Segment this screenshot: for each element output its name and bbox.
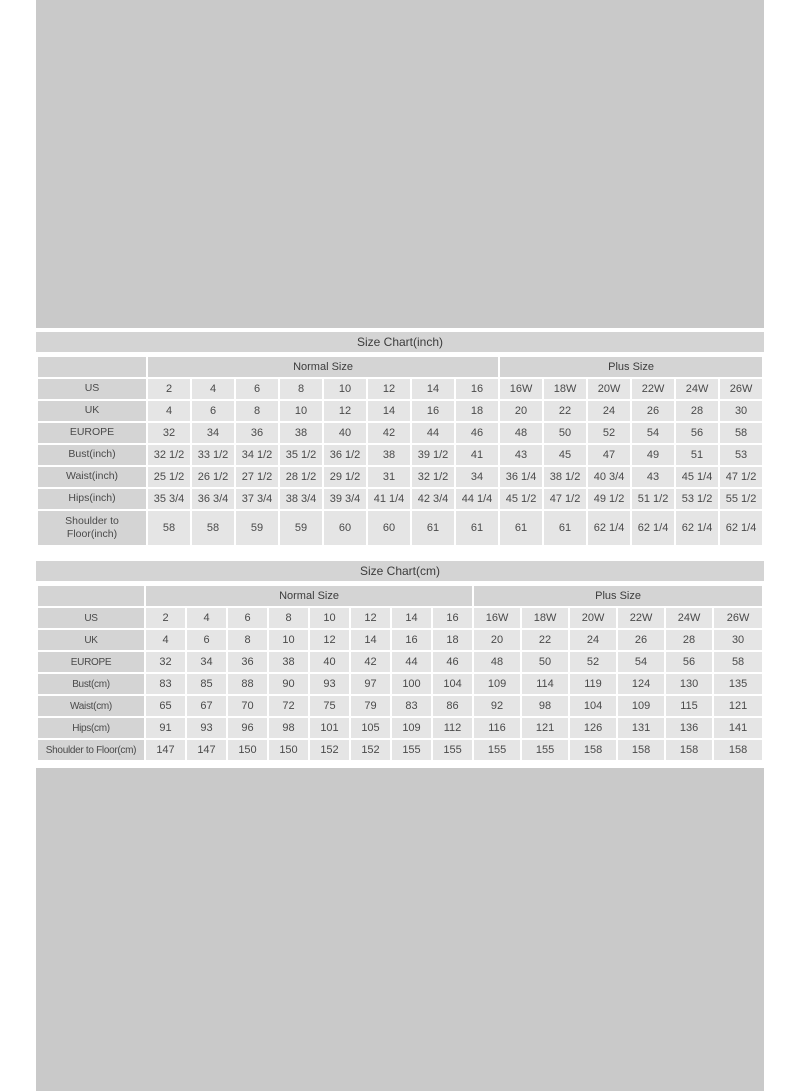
value-cell: 136	[666, 718, 712, 738]
value-cell: 46	[456, 423, 498, 443]
value-cell: 90	[269, 674, 308, 694]
value-cell: 67	[187, 696, 226, 716]
value-cell: 40	[324, 423, 366, 443]
value-cell: 37 3/4	[236, 489, 278, 509]
row-label: EUROPE	[38, 652, 144, 672]
value-cell: 60	[324, 511, 366, 545]
value-cell: 16	[412, 401, 454, 421]
bottom-spacer	[36, 768, 764, 1091]
value-cell: 44	[392, 652, 431, 672]
value-cell: 26W	[720, 379, 762, 399]
value-cell: 14	[392, 608, 431, 628]
value-cell: 104	[433, 674, 472, 694]
value-cell: 52	[570, 652, 616, 672]
value-cell: 10	[310, 608, 349, 628]
value-cell: 42	[351, 652, 390, 672]
table-row	[38, 423, 762, 443]
table-row	[38, 674, 762, 694]
value-cell: 4	[146, 630, 185, 650]
value-cell: 58	[192, 511, 234, 545]
value-cell: 48	[474, 652, 520, 672]
value-cell: 6	[192, 401, 234, 421]
table-row	[38, 608, 762, 628]
value-cell: 8	[228, 630, 267, 650]
value-cell: 36	[236, 423, 278, 443]
value-cell: 97	[351, 674, 390, 694]
value-cell: 147	[187, 740, 226, 760]
value-cell: 44	[412, 423, 454, 443]
value-cell: 150	[269, 740, 308, 760]
table-row	[38, 489, 762, 509]
value-cell: 26 1/2	[192, 467, 234, 487]
value-cell: 20	[474, 630, 520, 650]
value-cell: 6	[228, 608, 267, 628]
value-cell: 18W	[544, 379, 586, 399]
value-cell: 72	[269, 696, 308, 716]
value-cell: 41 1/4	[368, 489, 410, 509]
value-cell: 44 1/4	[456, 489, 498, 509]
value-cell: 141	[714, 718, 762, 738]
value-cell: 16W	[474, 608, 520, 628]
value-cell: 14	[412, 379, 454, 399]
value-cell: 31	[368, 467, 410, 487]
value-cell: 26W	[714, 608, 762, 628]
value-cell: 62 1/4	[676, 511, 718, 545]
value-cell: 109	[392, 718, 431, 738]
value-cell: 34	[456, 467, 498, 487]
row-label: Waist(inch)	[38, 467, 146, 487]
value-cell: 12	[351, 608, 390, 628]
value-cell: 55 1/2	[720, 489, 762, 509]
value-cell: 119	[570, 674, 616, 694]
value-cell: 32	[148, 423, 190, 443]
value-cell: 121	[522, 718, 568, 738]
value-cell: 47 1/2	[544, 489, 586, 509]
value-cell: 30	[720, 401, 762, 421]
value-cell: 4	[187, 608, 226, 628]
value-cell: 135	[714, 674, 762, 694]
value-cell: 47	[588, 445, 630, 465]
row-label: Bust(inch)	[38, 445, 146, 465]
value-cell: 38 3/4	[280, 489, 322, 509]
value-cell: 116	[474, 718, 520, 738]
value-cell: 16	[392, 630, 431, 650]
row-label: US	[38, 379, 146, 399]
value-cell: 35 3/4	[148, 489, 190, 509]
value-cell: 24	[588, 401, 630, 421]
value-cell: 24	[570, 630, 616, 650]
value-cell: 85	[187, 674, 226, 694]
value-cell: 43	[500, 445, 542, 465]
value-cell: 62 1/4	[632, 511, 674, 545]
column-group-header: Plus Size	[500, 357, 762, 377]
row-label: US	[38, 608, 144, 628]
value-cell: 58	[148, 511, 190, 545]
value-cell: 20	[500, 401, 542, 421]
value-cell: 121	[714, 696, 762, 716]
value-cell: 48	[500, 423, 542, 443]
column-group-header: Normal Size	[146, 586, 472, 606]
value-cell: 22	[522, 630, 568, 650]
value-cell: 24W	[666, 608, 712, 628]
value-cell: 101	[310, 718, 349, 738]
tables-band	[36, 328, 764, 768]
value-cell: 155	[474, 740, 520, 760]
value-cell: 152	[351, 740, 390, 760]
value-cell: 39 3/4	[324, 489, 366, 509]
value-cell: 43	[632, 467, 674, 487]
value-cell: 8	[236, 401, 278, 421]
value-cell: 40 3/4	[588, 467, 630, 487]
value-cell: 27 1/2	[236, 467, 278, 487]
table-row	[38, 696, 762, 716]
value-cell: 75	[310, 696, 349, 716]
size-chart-inch-table	[36, 355, 764, 547]
value-cell: 25 1/2	[148, 467, 190, 487]
value-cell: 8	[269, 608, 308, 628]
row-label: Shoulder to Floor(inch)	[38, 511, 146, 545]
value-cell: 100	[392, 674, 431, 694]
row-label: UK	[38, 401, 146, 421]
value-cell: 14	[368, 401, 410, 421]
row-label: Bust(cm)	[38, 674, 144, 694]
value-cell: 2	[148, 379, 190, 399]
value-cell: 16W	[500, 379, 542, 399]
value-cell: 114	[522, 674, 568, 694]
value-cell: 42 3/4	[412, 489, 454, 509]
value-cell: 6	[236, 379, 278, 399]
value-cell: 30	[714, 630, 762, 650]
value-cell: 38 1/2	[544, 467, 586, 487]
table-row	[38, 630, 762, 650]
gray-backdrop	[36, 0, 764, 1091]
value-cell: 12	[324, 401, 366, 421]
value-cell: 28 1/2	[280, 467, 322, 487]
value-cell: 22	[544, 401, 586, 421]
value-cell: 28	[676, 401, 718, 421]
value-cell: 158	[666, 740, 712, 760]
value-cell: 10	[269, 630, 308, 650]
value-cell: 50	[522, 652, 568, 672]
table-row	[38, 652, 762, 672]
value-cell: 54	[618, 652, 664, 672]
value-cell: 155	[433, 740, 472, 760]
value-cell: 38	[269, 652, 308, 672]
value-cell: 56	[666, 652, 712, 672]
row-label: Waist(cm)	[38, 696, 144, 716]
value-cell: 59	[236, 511, 278, 545]
value-cell: 104	[570, 696, 616, 716]
value-cell: 60	[368, 511, 410, 545]
value-cell: 45	[544, 445, 586, 465]
value-cell: 26	[632, 401, 674, 421]
value-cell: 18	[433, 630, 472, 650]
value-cell: 26	[618, 630, 664, 650]
value-cell: 61	[412, 511, 454, 545]
value-cell: 96	[228, 718, 267, 738]
size-chart-cm-table	[36, 584, 764, 762]
value-cell: 152	[310, 740, 349, 760]
value-cell: 41	[456, 445, 498, 465]
value-cell: 42	[368, 423, 410, 443]
table-row	[38, 379, 762, 399]
value-cell: 56	[676, 423, 718, 443]
value-cell: 130	[666, 674, 712, 694]
value-cell: 93	[187, 718, 226, 738]
value-cell: 18	[456, 401, 498, 421]
value-cell: 88	[228, 674, 267, 694]
row-label: Hips(cm)	[38, 718, 144, 738]
inch-table-mount	[36, 355, 764, 547]
value-cell: 93	[310, 674, 349, 694]
row-label: UK	[38, 630, 144, 650]
value-cell: 92	[474, 696, 520, 716]
value-cell: 83	[392, 696, 431, 716]
value-cell: 158	[714, 740, 762, 760]
value-cell: 12	[368, 379, 410, 399]
value-cell: 6	[187, 630, 226, 650]
value-cell: 38	[368, 445, 410, 465]
value-cell: 18W	[522, 608, 568, 628]
value-cell: 10	[280, 401, 322, 421]
value-cell: 91	[146, 718, 185, 738]
value-cell: 14	[351, 630, 390, 650]
table-row	[38, 740, 762, 760]
value-cell: 65	[146, 696, 185, 716]
value-cell: 36	[228, 652, 267, 672]
value-cell: 22W	[632, 379, 674, 399]
value-cell: 51	[676, 445, 718, 465]
value-cell: 45 1/4	[676, 467, 718, 487]
value-cell: 158	[618, 740, 664, 760]
value-cell: 59	[280, 511, 322, 545]
value-cell: 105	[351, 718, 390, 738]
column-group-header: Plus Size	[474, 586, 762, 606]
cm-table-title: Size Chart(cm)	[36, 561, 764, 581]
value-cell: 155	[392, 740, 431, 760]
value-cell: 36 3/4	[192, 489, 234, 509]
value-cell: 36 1/4	[500, 467, 542, 487]
value-cell: 109	[474, 674, 520, 694]
cm-table-mount	[36, 584, 764, 762]
top-spacer	[36, 0, 764, 328]
value-cell: 53	[720, 445, 762, 465]
value-cell: 34 1/2	[236, 445, 278, 465]
value-cell: 36 1/2	[324, 445, 366, 465]
table-row	[38, 401, 762, 421]
value-cell: 16	[433, 608, 472, 628]
value-cell: 40	[310, 652, 349, 672]
value-cell: 147	[146, 740, 185, 760]
value-cell: 12	[310, 630, 349, 650]
column-group-header: Normal Size	[148, 357, 498, 377]
value-cell: 155	[522, 740, 568, 760]
value-cell: 45 1/2	[500, 489, 542, 509]
value-cell: 52	[588, 423, 630, 443]
row-label: Hips(inch)	[38, 489, 146, 509]
value-cell: 16	[456, 379, 498, 399]
value-cell: 34	[192, 423, 234, 443]
value-cell: 51 1/2	[632, 489, 674, 509]
value-cell: 50	[544, 423, 586, 443]
value-cell: 54	[632, 423, 674, 443]
value-cell: 83	[146, 674, 185, 694]
value-cell: 22W	[618, 608, 664, 628]
value-cell: 115	[666, 696, 712, 716]
value-cell: 28	[666, 630, 712, 650]
value-cell: 49 1/2	[588, 489, 630, 509]
value-cell: 79	[351, 696, 390, 716]
value-cell: 58	[720, 423, 762, 443]
value-cell: 98	[269, 718, 308, 738]
value-cell: 61	[500, 511, 542, 545]
value-cell: 38	[280, 423, 322, 443]
value-cell: 131	[618, 718, 664, 738]
value-cell: 46	[433, 652, 472, 672]
value-cell: 61	[456, 511, 498, 545]
inch-table-title: Size Chart(inch)	[36, 332, 764, 352]
value-cell: 70	[228, 696, 267, 716]
value-cell: 62 1/4	[720, 511, 762, 545]
row-label: Shoulder to Floor(cm)	[38, 740, 144, 760]
value-cell: 49	[632, 445, 674, 465]
value-cell: 4	[192, 379, 234, 399]
value-cell: 158	[570, 740, 616, 760]
table-row	[38, 511, 762, 545]
column-group-row	[38, 586, 762, 606]
value-cell: 53 1/2	[676, 489, 718, 509]
value-cell: 20W	[588, 379, 630, 399]
corner-cell	[38, 357, 146, 377]
value-cell: 39 1/2	[412, 445, 454, 465]
value-cell: 98	[522, 696, 568, 716]
corner-cell	[38, 586, 144, 606]
value-cell: 33 1/2	[192, 445, 234, 465]
value-cell: 86	[433, 696, 472, 716]
value-cell: 124	[618, 674, 664, 694]
value-cell: 58	[714, 652, 762, 672]
value-cell: 62 1/4	[588, 511, 630, 545]
column-group-row	[38, 357, 762, 377]
table-row	[38, 445, 762, 465]
value-cell: 32 1/2	[412, 467, 454, 487]
value-cell: 112	[433, 718, 472, 738]
value-cell: 109	[618, 696, 664, 716]
value-cell: 47 1/2	[720, 467, 762, 487]
value-cell: 29 1/2	[324, 467, 366, 487]
row-label: EUROPE	[38, 423, 146, 443]
table-row	[38, 467, 762, 487]
value-cell: 2	[146, 608, 185, 628]
value-cell: 126	[570, 718, 616, 738]
value-cell: 61	[544, 511, 586, 545]
table-row	[38, 718, 762, 738]
value-cell: 150	[228, 740, 267, 760]
value-cell: 10	[324, 379, 366, 399]
value-cell: 20W	[570, 608, 616, 628]
value-cell: 8	[280, 379, 322, 399]
value-cell: 34	[187, 652, 226, 672]
value-cell: 35 1/2	[280, 445, 322, 465]
value-cell: 32	[146, 652, 185, 672]
value-cell: 32 1/2	[148, 445, 190, 465]
value-cell: 4	[148, 401, 190, 421]
value-cell: 24W	[676, 379, 718, 399]
